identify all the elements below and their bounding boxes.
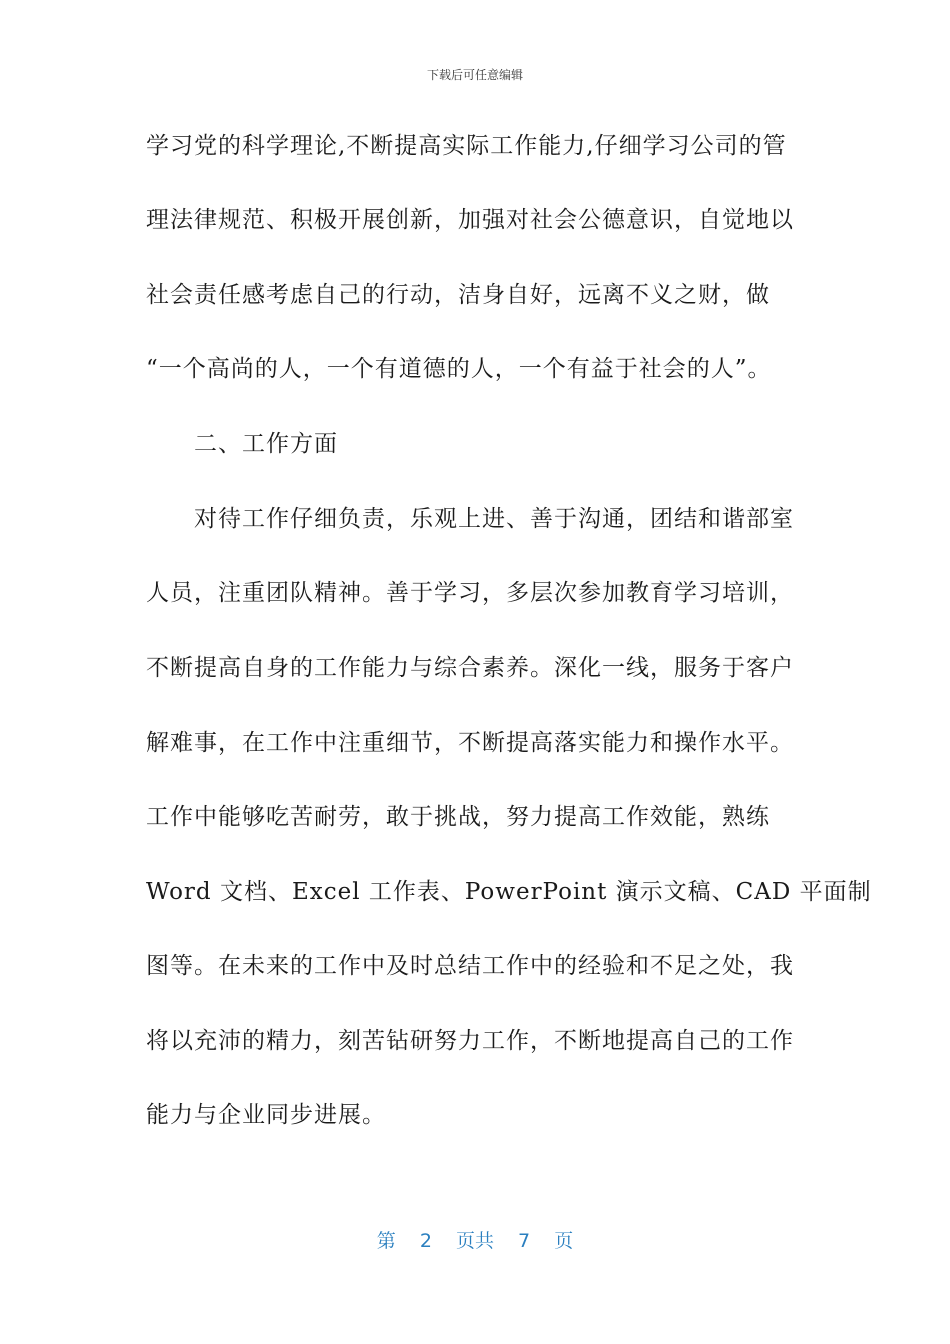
- text-line: 将以充沛的精力，刻苦钻研努力工作，不断地提高自己的工作: [146, 1028, 794, 1054]
- text-line: Word 文档、Excel 工作表、PowerPoint 演示文稿、CAD 平面制: [146, 879, 872, 905]
- page-prefix: 第: [376, 1230, 396, 1252]
- text-line: 学习党的科学理论,不断提高实际工作能力,仔细学习公司的管: [146, 133, 787, 159]
- text-line: 对待工作仔细负责，乐观上进、善于沟通，团结和谐部室: [194, 506, 794, 532]
- text-line: 工作中能够吃苦耐劳，敢于挑战，努力提高工作效能，熟练: [146, 804, 770, 830]
- text-line: 能力与企业同步进展。: [146, 1102, 386, 1128]
- text-line: 不断提高自身的工作能力与综合素养。深化一线，服务于客户: [146, 655, 794, 681]
- text-line: 图等。在未来的工作中及时总结工作中的经验和不足之处，我: [146, 953, 794, 979]
- total-pages: 7: [518, 1230, 531, 1252]
- page-number: 2: [419, 1230, 432, 1252]
- page-suffix: 页: [554, 1230, 574, 1252]
- text-line: 人员，注重团队精神。善于学习，多层次参加教育学习培训，: [146, 580, 794, 606]
- page-header-note: 下载后可任意编辑: [426, 68, 523, 82]
- page-footer: [0, 1226, 950, 1253]
- text-line: 解难事，在工作中注重细节，不断提高落实能力和操作水平。: [146, 730, 794, 756]
- section-heading: 二、工作方面: [194, 431, 338, 457]
- text-line: “一个高尚的人，一个有道德的人，一个有益于社会的人”。: [146, 356, 772, 382]
- text-line: 社会责任感考虑自己的行动，洁身自好，远离不义之财，做: [146, 282, 770, 308]
- page-middle: 页共: [455, 1230, 494, 1252]
- text-line: 理法律规范、积极开展创新，加强对社会公德意识，自觉地以: [146, 207, 794, 233]
